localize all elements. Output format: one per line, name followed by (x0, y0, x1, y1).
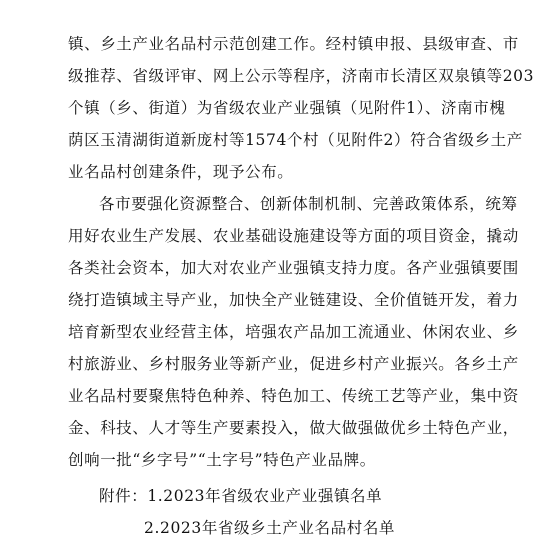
paragraph-1-line-5: 业名品村创建条件，现予公布。 (68, 163, 294, 181)
paragraph-2-line-2: 用好农业生产发展、农业基础设施建设等方面的项目资金，撬动 (68, 227, 519, 245)
paragraph-2-line-3: 各类社会资本，加大对农业产业强镇支持力度。各产业强镇要围 (68, 259, 519, 277)
attachment-label: 附件： (99, 487, 148, 505)
paragraph-1-line-3: 个镇（乡、街道）为省级农业产业强镇（见附件1）、济南市槐 (68, 99, 506, 117)
attachment-item-1[interactable]: 1.2023年省级农业产业强镇名单 (147, 487, 383, 505)
paragraph-2-line-7: 业名品村要聚焦特色种养、特色加工、传统工艺等产业，集中资 (68, 387, 519, 405)
paragraph-1-line-4: 荫区玉清湖街道新庞村等1574个村（见附件2）符合省级乡土产 (68, 131, 523, 149)
paragraph-2-line-5: 培育新型农业经营主体，培强农产品加工流通业、休闲农业、乡 (68, 323, 519, 341)
paragraph-2-line-8: 金、科技、人才等生产要素投入，做大做强做优乡土特色产业， (68, 419, 519, 437)
paragraph-1-line-2: 级推荐、省级评审、网上公示等程序，济南市长清区双泉镇等203 (68, 67, 535, 85)
paragraph-2-line-9: 创响一批“乡字号”“土字号”特色产业品牌。 (68, 451, 376, 469)
attachment-line-1 (99, 486, 382, 506)
paragraph-1-line-1: 镇、乡土产业名品村示范创建工作。经村镇申报、县级审查、市 (68, 35, 519, 53)
paragraph-2-line-4: 绕打造镇域主导产业，加快全产业链建设、全价值链开发，着力 (68, 291, 519, 309)
paragraph-2-line-6: 村旅游业、乡村服务业等新产业，促进乡村产业振兴。各乡土产 (68, 355, 519, 373)
paragraph-2-line-1: 各市要强化资源整合、创新体制机制、完善政策体系，统筹 (99, 195, 518, 213)
attachment-item-2[interactable]: 2.2023年省级乡土产业名品村名单 (144, 519, 396, 537)
